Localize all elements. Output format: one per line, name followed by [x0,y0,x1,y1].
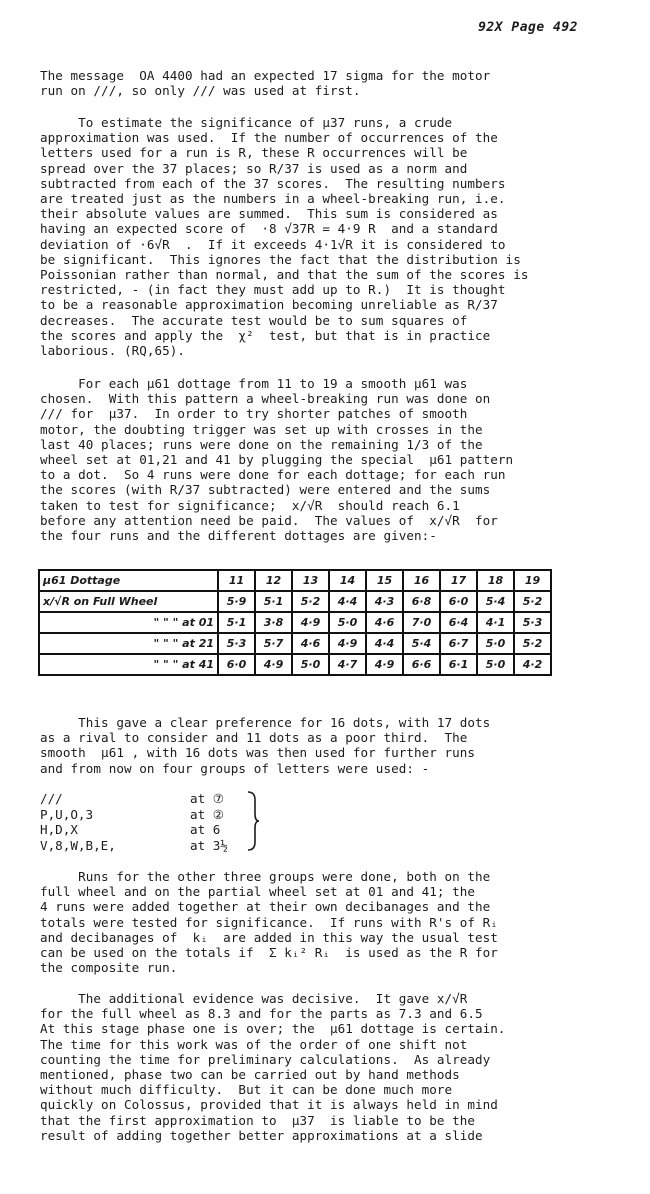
text-line: their absolute values are summed. This sum is considered as [40,206,498,222]
table-header-row [39,570,551,591]
text-line: quickly on Colossus, provided that it is always held in mind [40,1097,498,1113]
dottage-header-cell: 16 [403,570,440,591]
table-row [39,633,551,654]
paragraph-dottage-runs [40,376,620,543]
table-cell: 6·7 [440,633,477,654]
text-line: chosen. With this pattern a wheel-breaking run was done on [40,391,491,407]
table-cell: 6·0 [440,591,477,612]
text-line: At this stage phase one is over; the μ61 dottage is certain. [40,1021,506,1037]
table-cell: 4·9 [366,654,403,675]
table-cell: 5·1 [255,591,292,612]
text-line: 4 runs were added together at their own decibanages and the [40,899,491,915]
text-line: for the full wheel as 8.3 and for the parts as 7.3 and 6.5 [40,1006,483,1022]
table-cell: 6·6 [403,654,440,675]
dottage-header-cell: 12 [255,570,292,591]
group-letters: H,D,X [40,822,78,838]
text-line: To estimate the significance of μ37 runs, a crude [40,115,453,130]
dottage-table-body [39,570,551,675]
group-letters: /// [40,791,63,806]
letter-group-row [40,791,228,807]
table-cell: 5·7 [255,633,292,654]
text-line: wheel set at 01,21 and 41 by plugging the special μ61 pattern [40,452,514,468]
text-line: and from now on four groups of letters were used: - [40,760,430,776]
text-line: that the first approximation to μ37 is liable to be the [40,1112,476,1128]
text-line: spread over the 37 places; so R/37 is used as a norm and [40,160,468,176]
table-row [39,591,551,612]
text-line: motor, the doubting trigger was set up with crosses in the [40,421,483,437]
group-value: 3½ [212,837,228,853]
group-letters: P,U,O,3 [40,806,94,822]
text-line: For each μ61 dottage from 11 to 19 a smooth μ61 was [40,376,468,391]
group-value: ② [212,806,225,822]
text-line: to be a reasonable approximation becoming unreliable as R/37 [40,297,498,313]
text-line: without much difficulty. But it can be done much more [40,1082,453,1098]
text-line: to a dot. So 4 runs were done for each dottage; for each run [40,467,506,483]
paragraph-significance-estimate [40,115,620,358]
text-line: decreases. The accurate test would be to sum squares of [40,312,468,328]
table-cell: 6·4 [440,612,477,633]
table-cell: 5·2 [514,633,551,654]
text-line: The additional evidence was decisive. It gave x/√R [40,991,468,1006]
text-line: be significant. This ignores the fact that the distribution is [40,251,521,267]
text-line: The message OA 4400 had an expected 17 sigma for the motor [40,68,491,83]
group-at: at [190,791,213,806]
text-line: totals were tested for significance. If runs with R's of Rᵢ [40,914,498,930]
dottage-header-cell: 15 [366,570,403,591]
table-cell: 5·0 [329,612,366,633]
letter-group-row [40,838,228,854]
table-cell: 4·6 [366,612,403,633]
text-line: the four runs and the different dottages are given:- [40,528,437,544]
table-cell: 6·8 [403,591,440,612]
dottage-header-cell: 11 [218,570,255,591]
text-line: the scores (with R/37 subtracted) were entered and the sums [40,482,491,498]
table-cell: 4·9 [329,633,366,654]
table-cell: 5·1 [218,612,255,633]
text-line: mentioned, phase two can be carried out by hand methods [40,1067,460,1083]
text-line: restricted, - (in fact they must add up to R.) It is thought [40,282,506,298]
table-cell: 4·6 [292,633,329,654]
text-line: laborious. (RQ,65). [40,343,186,359]
letter-group-row [40,807,228,823]
dottage-header-cell: 18 [477,570,514,591]
text-line: the composite run. [40,960,178,976]
group-at: at [190,822,213,838]
text-line: Poissonian rather than normal, and that the sum of the scores is [40,267,529,283]
dottage-header-cell: 13 [292,570,329,591]
text-line: and decibanages of kᵢ are added in this way the usual test [40,929,498,945]
table-head-label: μ61 Dottage [39,570,218,591]
row-label: " " " at 21 [39,633,218,654]
text-line: approximation was used. If the number of occurrences of the [40,130,498,146]
table-cell: 4·9 [292,612,329,633]
row-label: " " " at 41 [39,654,218,675]
table-cell: 5·3 [514,612,551,633]
dottage-header-cell: 17 [440,570,477,591]
table-cell: 5·4 [403,633,440,654]
table-cell: 4·2 [514,654,551,675]
paragraph-preference [40,715,620,776]
table-cell: 4·1 [477,612,514,633]
table-cell: 5·2 [514,591,551,612]
table-cell: 4·4 [366,633,403,654]
table-row [39,612,551,633]
table-cell: 5·2 [292,591,329,612]
table-cell: 5·0 [477,633,514,654]
text-line: letters used for a run is R, these R occurrences will be [40,145,468,161]
text-line: are treated just as the numbers in a wheel-breaking run, i.e. [40,191,506,207]
table-cell: 5·0 [292,654,329,675]
text-line: before any attention need be paid. The values of x/√R for [40,512,498,528]
table-cell: 4·9 [255,654,292,675]
table-cell: 4·7 [329,654,366,675]
text-line: The time for this work was of the order of one shift not [40,1036,468,1052]
text-line: result of adding together better approximations at a slide [40,1127,483,1143]
table-cell: 5·9 [218,591,255,612]
text-line: as a rival to consider and 11 dots as a poor third. The [40,730,468,746]
group-value: 6 [212,822,221,838]
text-line: subtracted from each of the 37 scores. The resulting numbers [40,175,506,191]
text-line: smooth μ61 , with 16 dots was then used for further runs [40,745,476,761]
text-line: the scores and apply the χ² test, but that is in practice [40,327,491,343]
table-cell: 6·0 [218,654,255,675]
text-line: deviation of ·6√R . If it exceeds 4·1√R it is considered to [40,236,506,252]
table-cell: 6·1 [440,654,477,675]
text-line: This gave a clear preference for 16 dots, with 17 dots [40,715,491,730]
group-at: at [190,806,213,822]
text-line: counting the time for preliminary calculations. As already [40,1051,491,1067]
page-number-label: 92X Page 492 [478,20,578,35]
text-line: run on ///, so only /// was used at first. [40,83,361,99]
table-cell: 7·0 [403,612,440,633]
text-line: can be used on the totals if Σ kᵢ² Rᵢ is used as the R for [40,945,498,961]
dottage-header-cell: 14 [329,570,366,591]
table-cell: 3·8 [255,612,292,633]
text-line: taken to test for significance; x/√R should reach 6.1 [40,497,460,513]
group-letters: V,8,W,B,E, [40,837,116,853]
text-line: having an expected score of ·8 √37R = 4·9 R and a standard [40,221,498,237]
table-cell: 4·3 [366,591,403,612]
paragraph-other-groups [40,869,620,975]
dottage-table [38,569,552,676]
paragraph-additional-evidence [40,991,620,1143]
row-label: x/√R on Full Wheel [39,591,218,612]
table-cell: 4·4 [329,591,366,612]
table-row [39,654,551,675]
letter-groups-list [40,791,228,853]
text-line: /// for μ37. In order to try shorter patches of smooth [40,406,468,422]
text-line: Runs for the other three groups were done, both on the [40,869,491,884]
letter-group-row [40,822,228,838]
paragraph-motor-run [40,68,620,98]
table-cell: 5·0 [477,654,514,675]
group-at: at [190,837,213,853]
text-line: full wheel and on the partial wheel set at 01 and 41; the [40,884,476,900]
right-brace-icon [246,790,260,852]
row-label: " " " at 01 [39,612,218,633]
table-cell: 5·3 [218,633,255,654]
group-value: ⑦ [212,791,225,806]
dottage-header-cell: 19 [514,570,551,591]
text-line: last 40 places; runs were done on the remaining 1/3 of the [40,436,483,452]
table-cell: 5·4 [477,591,514,612]
